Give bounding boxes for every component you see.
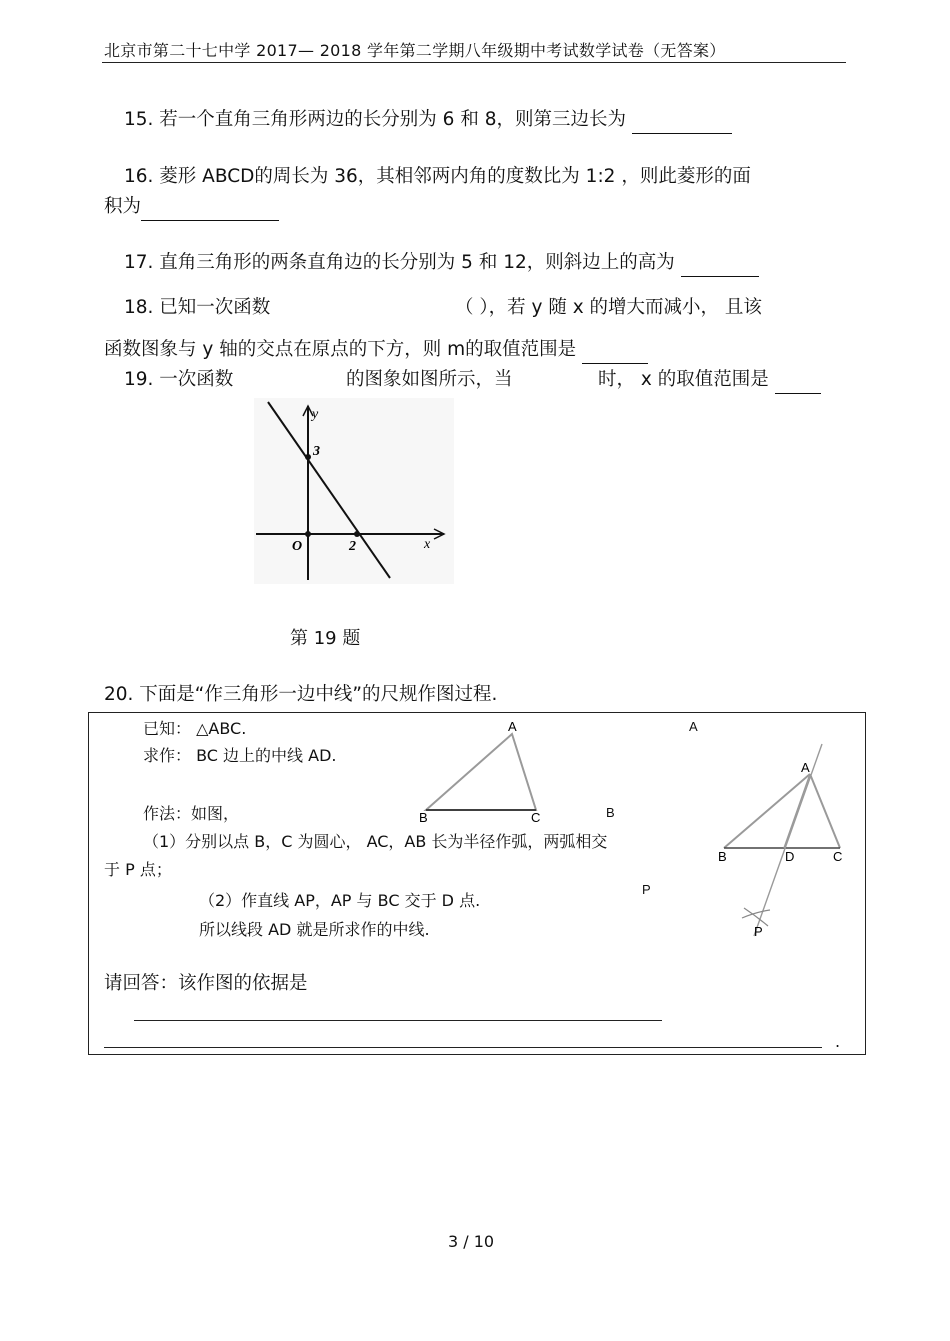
answer-blank-18[interactable] <box>582 337 648 364</box>
q20-step1-line2: 于 P 点； <box>104 860 172 879</box>
label-b: B <box>419 810 428 825</box>
floating-label-b: B <box>606 805 615 820</box>
label-c: C <box>531 810 541 825</box>
header-divider <box>102 62 846 63</box>
q20-step1-line1: （1）分别以点 B，C 为圆心， AC，AB 长为半径作弧，两弧相交 <box>143 832 608 851</box>
question-18-line2 <box>104 337 648 364</box>
question-19-part3 <box>598 367 821 394</box>
triangle-figure-left <box>410 716 560 826</box>
answer-blank-15[interactable] <box>632 107 732 134</box>
origin-point <box>305 531 311 537</box>
label-a: A <box>508 719 517 734</box>
x-intercept-label: 2 <box>349 539 356 554</box>
question-16-line1: 16. 菱形 ABCD的周长为 36，其相邻两内角的度数比为 1:2 ，则此菱形的面 <box>124 166 751 187</box>
y-axis-label: y <box>312 407 319 422</box>
floating-label-a: A <box>689 719 698 734</box>
answer-blank-19[interactable] <box>775 367 821 394</box>
construction-figure-right <box>712 740 862 950</box>
question-15-text: 15. 若一个直角三角形两边的长分别为 6 和 8，则第三边长为 <box>124 109 632 130</box>
question-18-part1: 18. 已知一次函数 <box>124 297 271 318</box>
floating-label-p: P <box>642 882 651 897</box>
side-ac <box>810 774 840 848</box>
x-axis-label: x <box>424 537 431 552</box>
label-b: B <box>718 849 727 864</box>
question-19-text: 时， x 的取值范围是 <box>598 369 775 390</box>
label-c: C <box>833 849 843 864</box>
q20-construct: 求作： BC 边上的中线 AD. <box>143 746 337 765</box>
page-header: 北京市第二十七中学 2017— 2018 学年第二学期八年级期中考试数学试卷（无答案） <box>104 41 726 60</box>
line-ap <box>754 744 822 936</box>
answer-line-1[interactable] <box>134 1020 662 1021</box>
question-17-text: 17. 直角三角形的两条直角边的长分别为 5 和 12，则斜边上的高为 <box>124 252 681 273</box>
triangle-abc <box>426 734 536 810</box>
question-20-title: 20. 下面是“作三角形一边中线”的尺规作图过程. <box>104 684 498 705</box>
page-number: 3 / 10 <box>448 1232 495 1251</box>
label-d: D <box>785 849 795 864</box>
label-a: A <box>801 760 810 775</box>
q20-known: 已知： △ABC. <box>143 719 247 738</box>
question-15 <box>124 107 732 134</box>
q20-conclusion: 所以线段 AD 就是所求作的中线. <box>199 920 430 939</box>
y-intercept-label: 3 <box>313 444 320 459</box>
figure-19-caption: 第 19 题 <box>290 628 361 649</box>
label-p: P <box>754 924 763 939</box>
question-17 <box>124 250 759 277</box>
question-18-text: 函数图象与 y 轴的交点在原点的下方，则 m的取值范围是 <box>104 339 582 360</box>
answer-blank-17[interactable] <box>681 250 759 277</box>
origin-label: O <box>292 539 303 554</box>
graph-19 <box>254 398 454 584</box>
q20-question: 请回答：该作图的依据是 <box>104 973 308 994</box>
q20-step2: （2）作直线 AP，AP 与 BC 交于 D 点. <box>199 891 481 910</box>
q20-method: 作法：如图， <box>143 804 240 823</box>
question-19-part1: 19. 一次函数 <box>124 369 234 390</box>
x-intercept-point <box>354 531 360 537</box>
question-16-line2 <box>104 194 279 221</box>
answer-blank-16[interactable] <box>141 194 279 221</box>
question-18-part2: （ ），若 y 随 x 的增大而减小， 且该 <box>455 297 762 318</box>
question-16-text: 积为 <box>104 196 142 217</box>
answer-line-2[interactable] <box>104 1047 822 1048</box>
question-19-part2: 的图象如图所示，当 <box>346 369 513 390</box>
y-intercept-point <box>305 454 311 460</box>
q20-end-period: . <box>835 1032 841 1051</box>
